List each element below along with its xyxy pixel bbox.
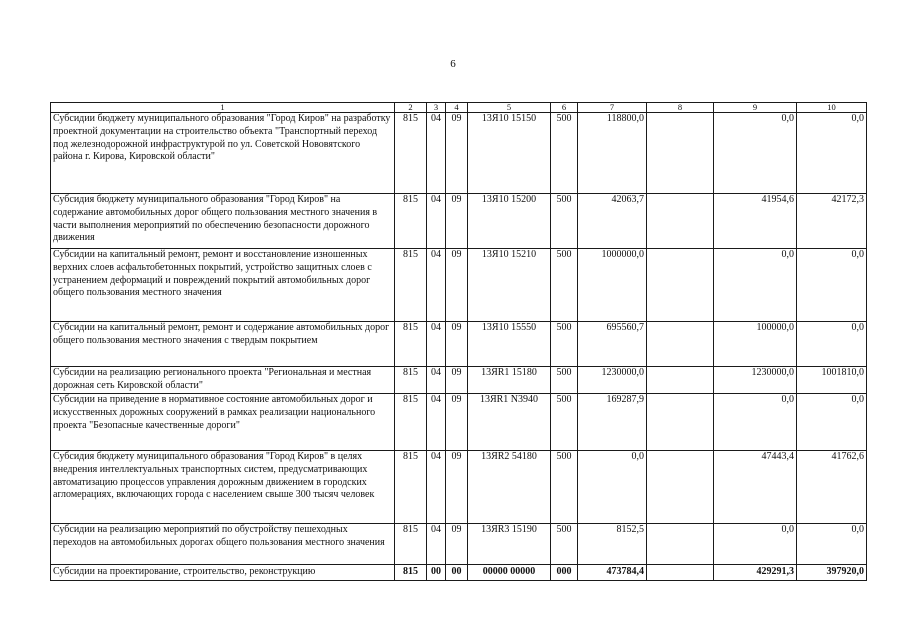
table-cell: 8152,5 — [578, 524, 647, 565]
column-header: 10 — [797, 103, 867, 113]
row-description: Субсидии на капитальный ремонт, ремонт и содержание автомобильных дорог общего пользования местного значения с твердым покрытием — [51, 322, 395, 367]
table-cell — [647, 194, 714, 249]
column-header: 8 — [647, 103, 714, 113]
table-row — [51, 194, 867, 249]
table-cell: 815 — [395, 394, 427, 451]
table-cell: 09 — [446, 451, 468, 524]
table-cell: 0,0 — [797, 524, 867, 565]
table-cell: 13ЯR1 15180 — [468, 367, 551, 394]
row-description: Субсидии на проектирование, строительство, реконструкцию — [51, 565, 395, 581]
table-cell: 41954,6 — [714, 194, 797, 249]
table-cell: 815 — [395, 322, 427, 367]
table-cell: 695560,7 — [578, 322, 647, 367]
table-cell: 0,0 — [797, 113, 867, 194]
row-description: Субсидия бюджету муниципального образования "Город Киров" в целях внедрения интеллектуальных транспортных систем, предусматривающих автоматизацию процессов управления дорожным движением в городских агломерациях, включающих города с населением свыше 300 тысяч человек — [51, 451, 395, 524]
table-cell: 04 — [427, 249, 446, 322]
table-cell: 500 — [551, 394, 578, 451]
table-cell: 04 — [427, 113, 446, 194]
column-header: 9 — [714, 103, 797, 113]
table-cell: 815 — [395, 249, 427, 322]
table-cell: 815 — [395, 194, 427, 249]
table-cell: 500 — [551, 524, 578, 565]
table-cell — [647, 451, 714, 524]
table-cell: 04 — [427, 367, 446, 394]
table-cell: 13ЯR3 15190 — [468, 524, 551, 565]
table-cell: 429291,3 — [714, 565, 797, 581]
table-cell: 1230000,0 — [578, 367, 647, 394]
table-cell: 1000000,0 — [578, 249, 647, 322]
table-cell: 0,0 — [797, 322, 867, 367]
table-cell: 13Я10 15550 — [468, 322, 551, 367]
column-header: 1 — [51, 103, 395, 113]
column-header: 7 — [578, 103, 647, 113]
table-cell: 09 — [446, 524, 468, 565]
table-cell: 04 — [427, 451, 446, 524]
table-cell: 04 — [427, 524, 446, 565]
row-description: Субсидии на реализацию мероприятий по обустройству пешеходных переходов на автомобильных дорогах общего пользования местного значения — [51, 524, 395, 565]
table-cell: 09 — [446, 322, 468, 367]
table-cell: 00 — [427, 565, 446, 581]
table-row — [51, 367, 867, 394]
table-cell: 815 — [395, 524, 427, 565]
table-cell: 47443,4 — [714, 451, 797, 524]
table-cell: 04 — [427, 194, 446, 249]
table-cell — [647, 249, 714, 322]
table-cell: 09 — [446, 194, 468, 249]
table-cell: 0,0 — [797, 249, 867, 322]
table-cell: 13Я10 15150 — [468, 113, 551, 194]
table-cell: 500 — [551, 249, 578, 322]
table-cell — [647, 394, 714, 451]
table-cell: 397920,0 — [797, 565, 867, 581]
table-cell: 09 — [446, 249, 468, 322]
table-cell: 04 — [427, 322, 446, 367]
column-header: 5 — [468, 103, 551, 113]
table-cell: 09 — [446, 394, 468, 451]
table-cell — [647, 113, 714, 194]
table-row — [51, 394, 867, 451]
table-cell: 13ЯR2 54180 — [468, 451, 551, 524]
table-cell: 500 — [551, 367, 578, 394]
table-cell: 500 — [551, 194, 578, 249]
table-row — [51, 451, 867, 524]
table-cell: 09 — [446, 113, 468, 194]
table-cell: 815 — [395, 451, 427, 524]
table-row — [51, 113, 867, 194]
row-description: Субсидии на капитальный ремонт, ремонт и восстановление изношенных верхних слоев асфальтобетонных покрытий, устройство защитных слоев с устранением деформаций и повреждений покрытий автомобильных дорог общего пользования местного значения — [51, 249, 395, 322]
table-cell — [647, 565, 714, 581]
table-cell: 473784,4 — [578, 565, 647, 581]
table-cell: 000 — [551, 565, 578, 581]
table-cell — [647, 367, 714, 394]
page-number: 6 — [450, 58, 456, 70]
column-header: 3 — [427, 103, 446, 113]
table-row — [51, 249, 867, 322]
column-header: 6 — [551, 103, 578, 113]
column-header: 2 — [395, 103, 427, 113]
table-cell: 13Я10 15200 — [468, 194, 551, 249]
header-row — [51, 103, 867, 113]
column-header: 4 — [446, 103, 468, 113]
row-description: Субсидии на реализацию регионального проекта "Региональная и местная дорожная сеть Кировской области" — [51, 367, 395, 394]
row-description: Субсидия бюджету муниципального образования "Город Киров" на содержание автомобильных дорог общего пользования местного значения в части выполнения мероприятий по обеспечению безопасности дорожного движения — [51, 194, 395, 249]
table-cell: 42063,7 — [578, 194, 647, 249]
table-cell: 09 — [446, 367, 468, 394]
table-cell: 815 — [395, 113, 427, 194]
table-cell: 100000,0 — [714, 322, 797, 367]
table-cell — [647, 524, 714, 565]
table-cell: 0,0 — [714, 113, 797, 194]
table-cell: 500 — [551, 451, 578, 524]
table-cell: 0,0 — [714, 524, 797, 565]
table-cell: 0,0 — [714, 249, 797, 322]
table-cell — [647, 322, 714, 367]
table-row — [51, 322, 867, 367]
budget-table — [50, 102, 867, 581]
table-cell: 500 — [551, 322, 578, 367]
row-description: Субсидии бюджету муниципального образования "Город Киров" на разработку проектной документации на строительство объекта "Транспортный переход под железнодорожной инфраструктурой по ул. Советской Нововятского района г. Кирова, Кировской области" — [51, 113, 395, 194]
table-cell: 41762,6 — [797, 451, 867, 524]
table-cell: 13ЯR1 N3940 — [468, 394, 551, 451]
table-cell: 13Я10 15210 — [468, 249, 551, 322]
table-cell: 0,0 — [714, 394, 797, 451]
table-cell: 42172,3 — [797, 194, 867, 249]
table-cell: 0,0 — [797, 394, 867, 451]
table-cell: 0,0 — [578, 451, 647, 524]
table-cell: 815 — [395, 565, 427, 581]
table-row — [51, 524, 867, 565]
table-cell: 04 — [427, 394, 446, 451]
table-cell: 1230000,0 — [714, 367, 797, 394]
table-cell: 1001810,0 — [797, 367, 867, 394]
table-cell: 00000 00000 — [468, 565, 551, 581]
table-cell: 500 — [551, 113, 578, 194]
row-description: Субсидии на приведение в нормативное состояние автомобильных дорог и искусственных дорожных сооружений в рамках реализации национального проекта "Безопасные качественные дороги" — [51, 394, 395, 451]
table-cell: 00 — [446, 565, 468, 581]
table-row-total — [51, 565, 867, 581]
table-cell: 118800,0 — [578, 113, 647, 194]
table-cell: 815 — [395, 367, 427, 394]
table-cell: 169287,9 — [578, 394, 647, 451]
